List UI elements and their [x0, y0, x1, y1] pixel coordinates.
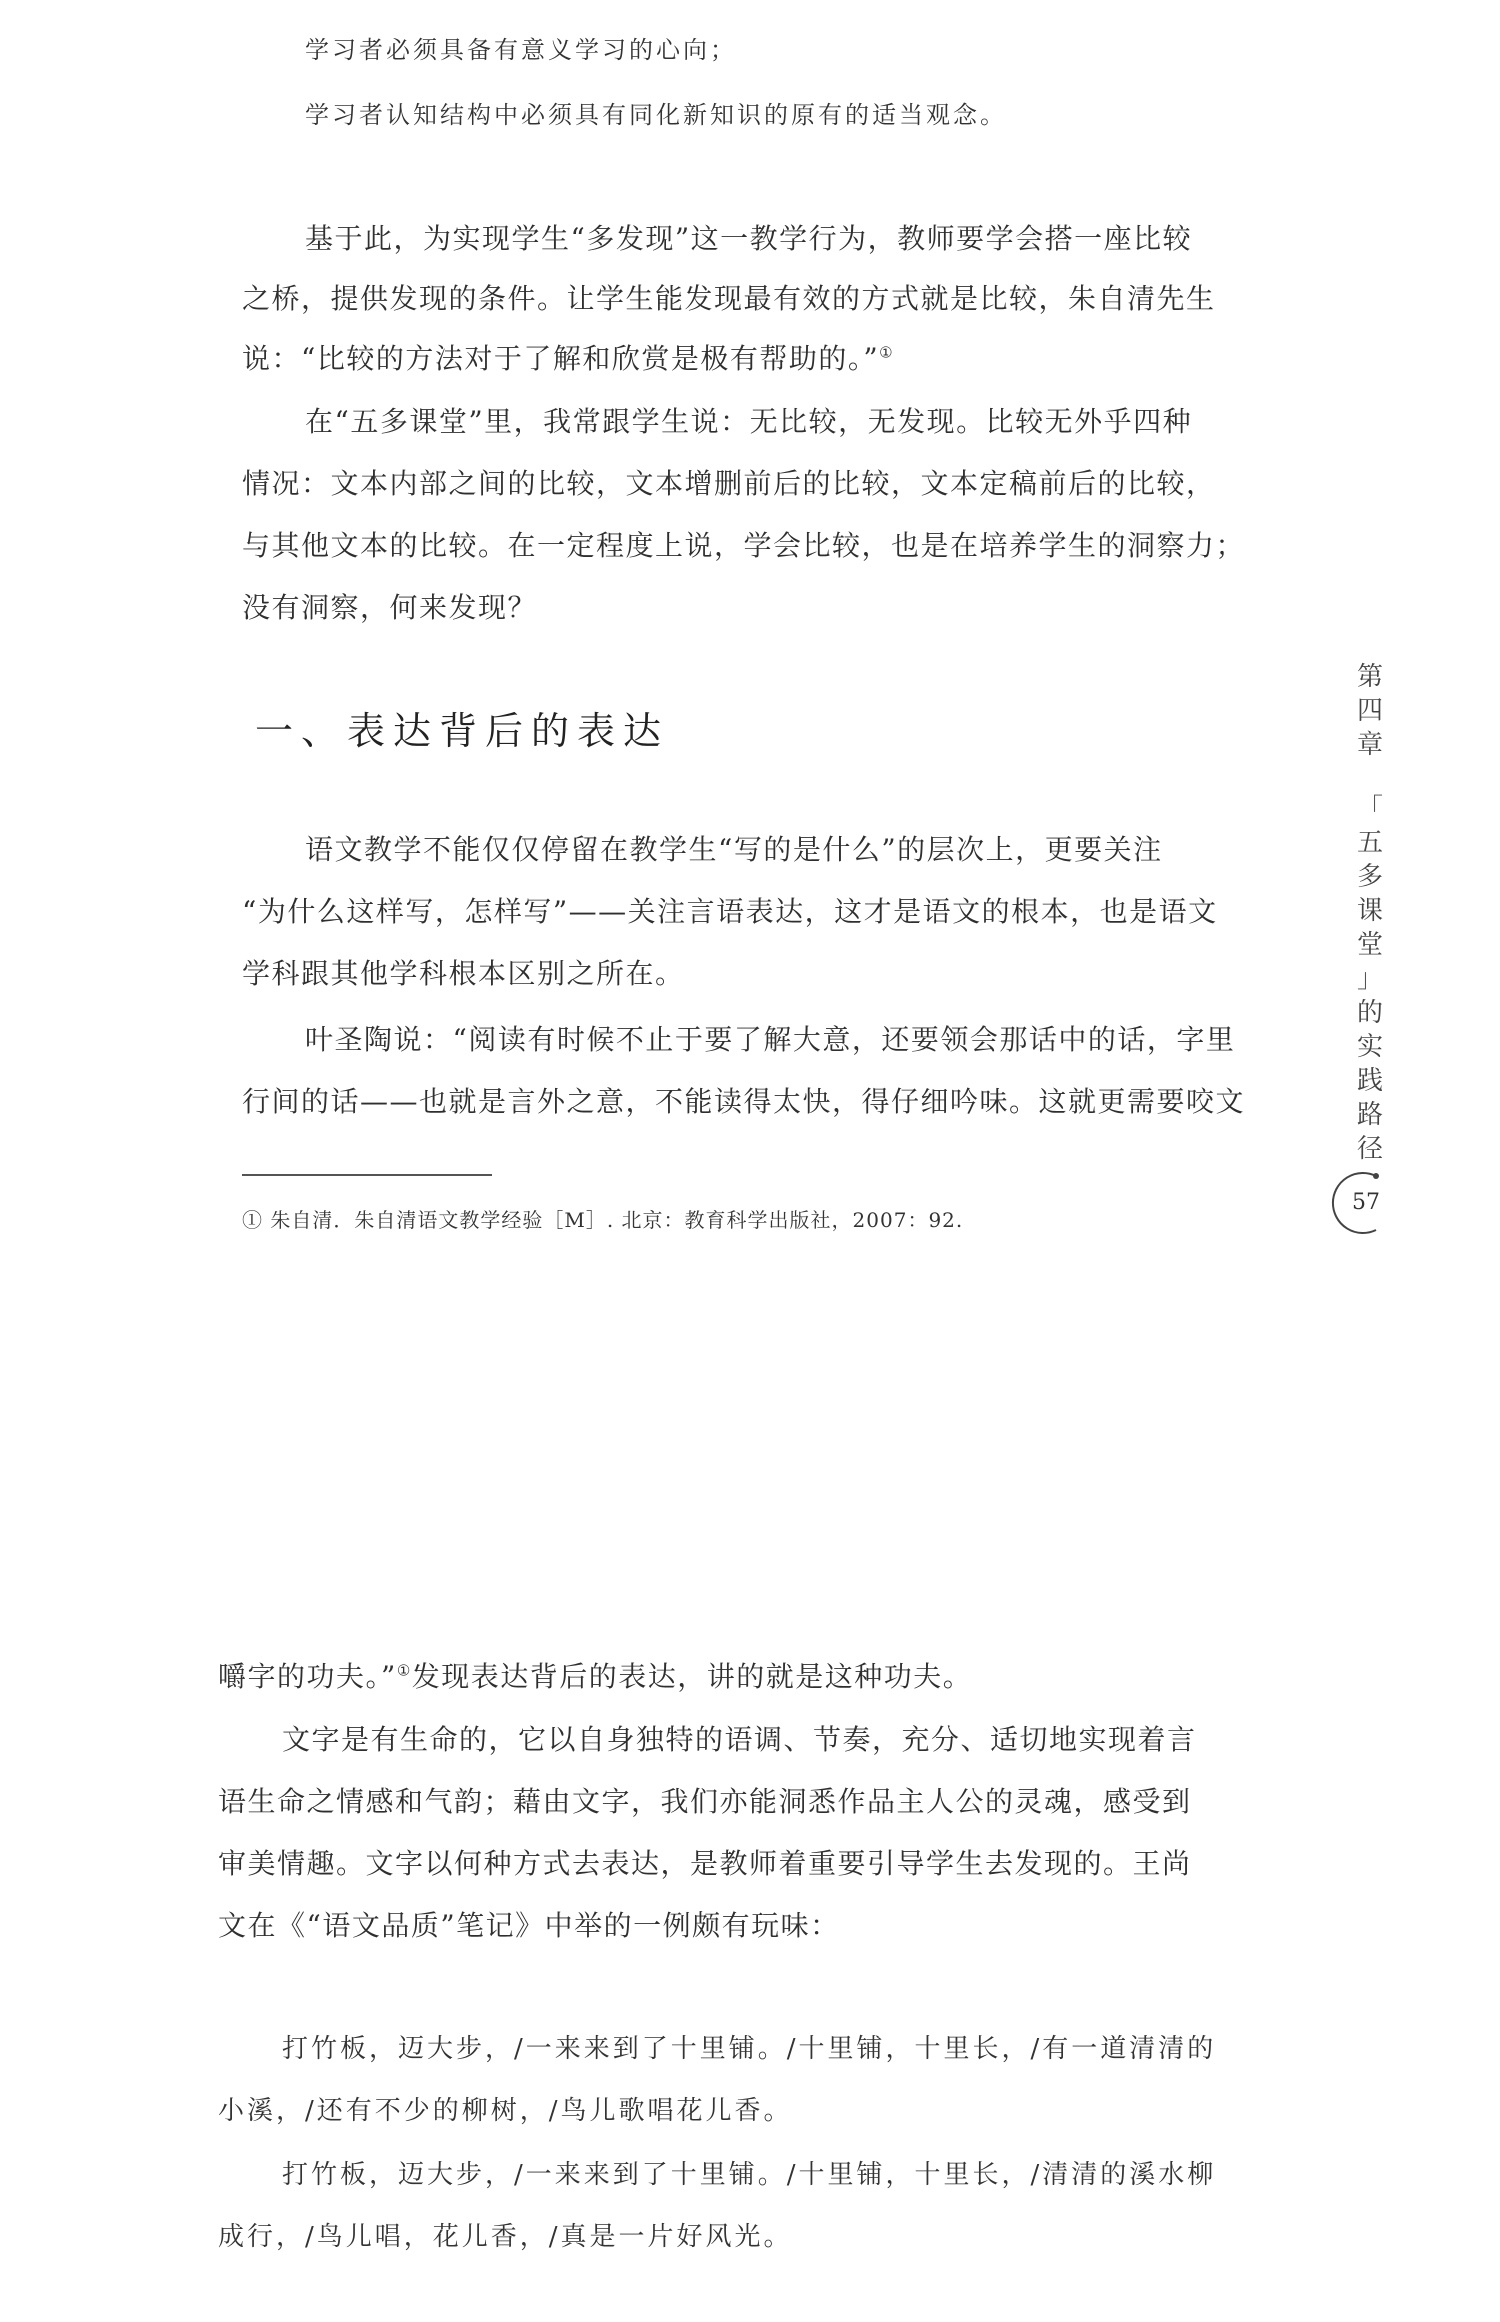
paragraph-text: 发现表达背后的表达，讲的就是这种功夫。: [411, 1660, 973, 1693]
footnote-marker: ①: [879, 343, 895, 362]
chapter-running-title: [1350, 660, 1390, 1166]
footnote-divider: [242, 1174, 492, 1176]
side-title-char: 多: [1356, 862, 1383, 892]
footnote: ① 朱自清．朱自清语文教学经验［M］. 北京：教育科学出版社，2007：92.: [242, 1208, 964, 1232]
paragraph-line: 基于此，为实现学生“多发现”这一教学行为，教师要学会搭一座比较: [305, 222, 1193, 255]
verse-line: 打竹板，迈大步，/一来来到了十里铺。/十里铺，十里长，/清清的溪水柳: [282, 2160, 1217, 2190]
side-title-char: 第: [1356, 662, 1383, 692]
side-title-char: 四: [1356, 696, 1383, 726]
quote-line: 学习者必须具备有意义学习的心向；: [305, 36, 737, 64]
paragraph-line: 审美情趣。文字以何种方式去表达，是教师着重要引导学生去发现的。王尚: [218, 1847, 1192, 1880]
verse-line: 小溪，/还有不少的柳树，/鸟儿歌唱花儿香。: [218, 2096, 793, 2126]
side-title-char: 五: [1356, 828, 1383, 858]
verse-line: 成行，/鸟儿唱，花儿香，/真是一片好风光。: [218, 2222, 793, 2252]
paragraph-line: 文字是有生命的，它以自身独特的语调、节奏，充分、适切地实现着言: [282, 1723, 1197, 1756]
side-title-char: 径: [1356, 1134, 1383, 1164]
side-title-char: 路: [1356, 1100, 1383, 1130]
book-page-bottom: [0, 1290, 1500, 2322]
page-number-badge: [1328, 1168, 1398, 1238]
paragraph-text: 说：“比较的方法对于了解和欣赏是极有帮助的。”: [242, 342, 880, 375]
paragraph-line: [218, 1655, 972, 1695]
paragraph-line: 情况：文本内部之间的比较，文本增删前后的比较，文本定稿前后的比较，: [242, 467, 1216, 500]
paragraph-line: 文在《“语文品质”笔记》中举的一例颇有玩味：: [218, 1909, 840, 1942]
paragraph-line: 没有洞察，何来发现？: [242, 591, 538, 624]
paragraph-line: 语生命之情感和气韵；藉由文字，我们亦能洞悉作品主人公的灵魂，感受到: [218, 1785, 1192, 1818]
side-title-char: 」: [1356, 964, 1383, 994]
side-title-char: 实: [1356, 1032, 1383, 1062]
paragraph-line: 在“五多课堂”里，我常跟学生说：无比较，无发现。比较无外乎四种: [305, 405, 1193, 438]
side-title-char: 践: [1356, 1066, 1383, 1096]
paragraph-line: “为什么这样写，怎样写”——关注言语表达，这才是语文的根本，也是语文: [242, 895, 1218, 928]
paragraph-line: 叶圣陶说：“阅读有时候不止于要了解大意，还要领会那话中的话，字里: [305, 1023, 1236, 1056]
quote-line: 学习者认知结构中必须具有同化新知识的原有的适当观念。: [305, 101, 1007, 129]
side-title-char: 章: [1356, 730, 1383, 760]
paragraph-line: 行间的话——也就是言外之意，不能读得太快，得仔细吟味。这就更需要咬文: [242, 1085, 1246, 1118]
paragraph-line: 与其他文本的比较。在一定程度上说，学会比较，也是在培养学生的洞察力；: [242, 529, 1246, 562]
paragraph-line: 语文教学不能仅仅停留在教学生“写的是什么”的层次上，更要关注: [305, 833, 1163, 866]
side-title-char: 课: [1356, 896, 1383, 926]
page-number: 57: [1352, 1190, 1380, 1215]
paragraph-line: 学科跟其他学科根本区别之所在。: [242, 957, 685, 990]
section-heading: 一、表达背后的表达: [255, 709, 670, 753]
footnote-marker: ①: [396, 1661, 412, 1680]
side-title-char: 堂: [1356, 930, 1383, 960]
paragraph-line: 之桥，提供发现的条件。让学生能发现最有效的方式就是比较，朱自清先生: [242, 282, 1216, 315]
verse-line: 打竹板，迈大步，/一来来到了十里铺。/十里铺，十里长，/有一道清清的: [282, 2034, 1217, 2064]
paragraph-text: 嚼字的功夫。”: [218, 1660, 397, 1693]
paragraph-line: [242, 337, 894, 377]
side-title-char: 的: [1356, 998, 1383, 1028]
side-title-char: 「: [1356, 794, 1383, 824]
